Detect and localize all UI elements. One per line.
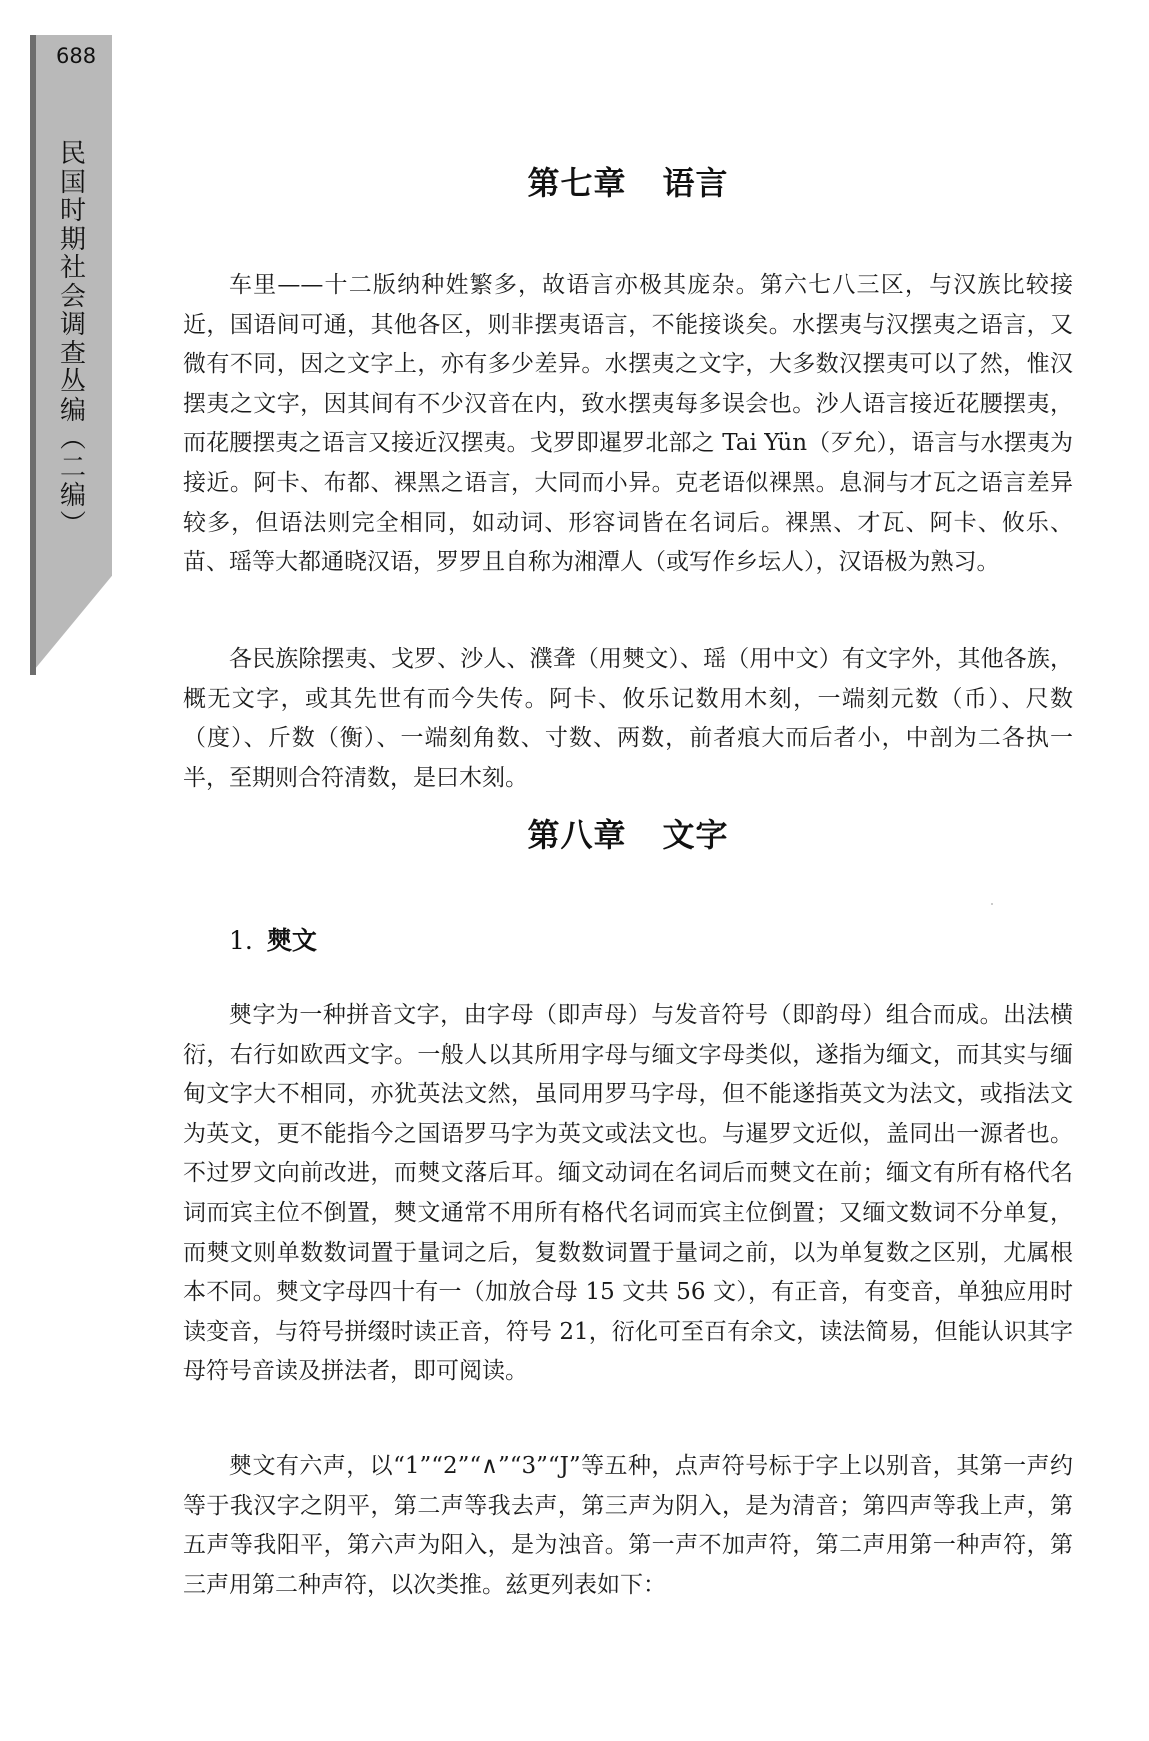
- series-title-char: 期: [59, 224, 86, 255]
- series-title-char: ︵: [59, 424, 86, 454]
- series-title-char: 编: [59, 395, 86, 426]
- chapter-label: 第七章: [527, 164, 627, 202]
- paragraph: 各民族除摆夷、戈罗、沙人、濮聋（用僰文）、瑶（用中文）有文字外，其他各族，概无文字，或其先世有而今失传。阿卡、攸乐记数用木刻，一端刻元数（币）、尺数（度）、斤数（衡）、一端刻角数、寸数、两数，前者痕大而后者小，中剖为二各执一半，至期则合符清数，是曰木刻。: [183, 646, 1073, 791]
- spine-edge: [30, 35, 36, 675]
- series-title-char: 民: [59, 139, 86, 169]
- scan-speck: [991, 903, 993, 905]
- series-title-vertical: [55, 140, 91, 539]
- chapter-7-title: [183, 158, 1073, 204]
- chapter-name: 语言: [662, 164, 729, 202]
- chapter-name: 文字: [662, 816, 729, 854]
- page-number: 688: [56, 44, 97, 68]
- section-heading: [229, 921, 317, 957]
- series-title-char: 二: [59, 452, 86, 483]
- chapter-label: 第八章: [527, 816, 627, 854]
- paragraph: 僰字为一种拼音文字，由字母（即声母）与发音符号（即韵母）组合而成。出法横衍，右行如欧西文字。一般人以其所用字母与缅文字母类似，遂指为缅文，而其实与缅甸文字大不相同，亦犹英法文然，虽同用罗马字母，但不能遂指英文为法文，或指法文为英文，更不能指今之国语罗马字为英文或法文也。与暹罗文近似，盖同出一源者也。不过罗文向前改进，而僰文落后耳。缅文动词在名词后而僰文在前；缅文有所有格代名词而宾主位不倒置，僰文通常不用所有格代名词而宾主位倒置；又缅文数词不分单复，而僰文则单数数词置于量词之后，复数数词置于量词之前，以为单复数之区别，尤属根本不同。僰文字母四十有一（加放合母 15 文共 56 文），有正音，有变音，单独应用时读变音，与符号拼缀时读正音，符号 21，衍化可至百有余文，读法简易，但能认识其字母符号音读及拼法者，即可阅读。: [183, 1002, 1073, 1385]
- section-number: 1.: [229, 926, 253, 955]
- paragraph: 僰文有六声，以“1”“2”“∧”“3”“J”等五种，点声符号标于字上以别音，其第一声约等于我汉字之阴平，第二声等我去声，第三声为阴入，是为清音；第四声等我上声，第五声等我阳平，第六声为阳入，是为浊音。第一声不加声符，第二声用第一种声符，第三声用第二种声符，以次类推。兹更列表如下：: [183, 1453, 1073, 1598]
- series-title-char: ︶: [59, 509, 86, 540]
- paragraph: 车里——十二版纳种姓繁多，故语言亦极其庞杂。第六七八三区，与汉族比较接近，国语间可通，其他各区，则非摆夷语言，不能接谈矣。水摆夷与汉摆夷之语言，又微有不同，因之文字上，亦有多少差异。水摆夷之文字，大多数汉摆夷可以了然，惟汉摆夷之文字，因其间有不少汉音在内，致水摆夷每多误会也。沙人语言接近花腰摆夷，而花腰摆夷之语言又接近汉摆夷。戈罗即暹罗北部之 Tai Yün（歹允），语言与水摆夷为接近。阿卡、布都、裸黑之语言，大同而小异。克老语似裸黑。息洞与才瓦之语言差异较多，但语法则完全相同，如动词、形容词皆在名词后。裸黑、才瓦、阿卡、攸乐、苗、瑶等大都通晓汉语，罗罗且自称为湘潭人（或写作乡坛人），汉语极为熟习。: [183, 272, 1073, 576]
- series-title-char: 调: [59, 310, 86, 340]
- series-title-char: 查: [59, 338, 86, 369]
- series-title-char: 丛: [59, 367, 86, 397]
- series-title-char: 社: [59, 253, 86, 283]
- series-title-char: 会: [59, 281, 86, 312]
- series-title-char: 编: [59, 481, 86, 511]
- series-title-char: 国: [59, 167, 86, 198]
- section-title: 僰文: [266, 926, 317, 955]
- chapter-8-title: [183, 810, 1073, 856]
- series-title-char: 时: [59, 196, 86, 226]
